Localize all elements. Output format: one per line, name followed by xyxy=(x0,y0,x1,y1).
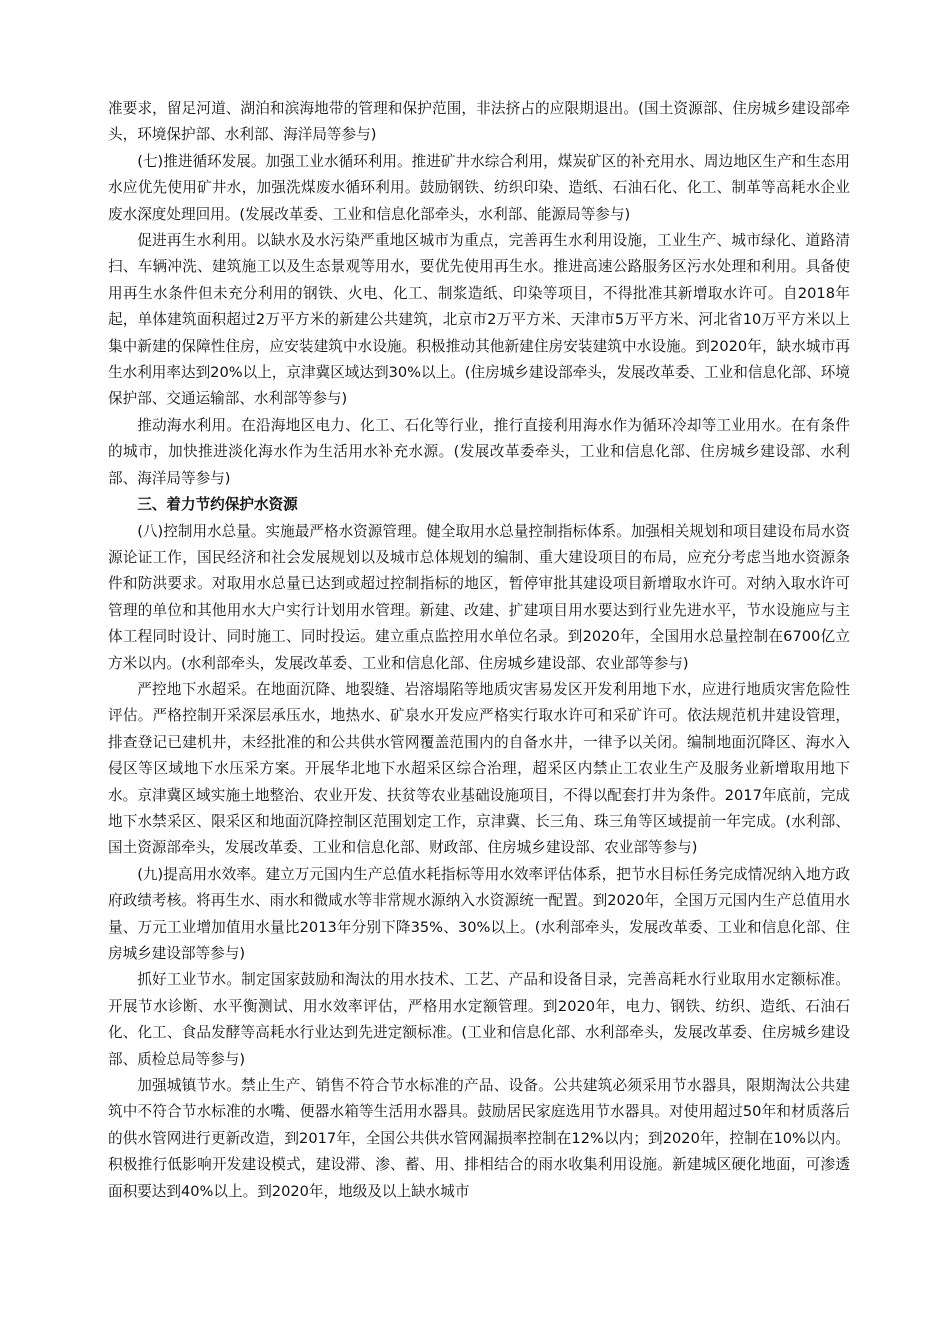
paragraph-urban-saving: 加强城镇节水。禁止生产、销售不符合节水标准的产品、设备。公共建筑必须采用节水器具，限期淘汰公共建筑中不符合节水标准的水嘴、便器水箱等生活用水器具。鼓励居民家庭选用节水器具。对使用超过50年和材质落后的供水管网进行更新改造，到2017年，全国公共供水管网漏损率控制在12%以内；到2020年，控制在10%以内。积极推行低影响开发建设模式，建设滞、渗、蓄、用、排相结合的雨水收集利用设施。新建城区硬化地面，可渗透面积要达到40%以上。到2020年，地级及以上缺水城市 xyxy=(108,1077,850,1200)
paragraph-seawater-use: 推动海水利用。在沿海地区电力、化工、石化等行业，推行直接利用海水作为循环冷却等工业用水。在有条件的城市，加快推进淡化海水作为生活用水补充水源。(发展改革委牵头，工业和信息化部、住房城乡建设部、水利部、海洋局等参与) xyxy=(108,416,850,487)
paragraph-industrial-saving: 抓好工业节水。制定国家鼓励和淘汰的用水技术、工艺、产品和设备目录，完善高耗水行业取用水定额标准。开展节水诊断、水平衡测试、用水效率评估，严格用水定额管理。到2020年，电力、钢铁、纺织、造纸、石油石化、化工、食品发酵等高耗水行业达到先进定额标准。(工业和信息化部、水利部牵头，发展改革委、住房城乡建设部、质检总局等参与) xyxy=(108,971,850,1068)
paragraph-groundwater-control: 严控地下水超采。在地面沉降、地裂缝、岩溶塌陷等地质灾害易发区开发利用地下水，应进行地质灾害危险性评估。严格控制开采深层承压水，地热水、矿泉水开发应严格实行取水许可和采矿许可。依法规范机井建设管理，排查登记已建机井，未经批准的和公共供水管网覆盖范围内的自备水井，一律予以关闭。编制地面沉降区、海水入侵区等区域地下水压采方案。开展华北地下水超采区综合治理，超采区内禁止工农业生产及服务业新增取用地下水。京津冀区域实施土地整治、农业开发、扶贫等农业基础设施项目，不得以配套打井为条件。2017年底前，完成地下水禁采区、限采区和地面沉降控制区范围划定工作，京津冀、长三角、珠三角等区域提前一年完成。(水利部、国土资源部牵头，发展改革委、工业和信息化部、财政部、住房城乡建设部、农业部等参与) xyxy=(108,680,850,857)
paragraph-continuation: 准要求，留足河道、湖泊和滨海地带的管理和保护范围，非法挤占的应限期退出。(国土资源部、住房城乡建设部牵头，环境保护部、水利部、海洋局等参与) xyxy=(108,100,850,144)
paragraph-water-efficiency: (九)提高用水效率。建立万元国内生产总值水耗指标等用水效率评估体系，把节水目标任务完成情况纳入地方政府政绩考核。将再生水、雨水和微咸水等非常规水源纳入水资源统一配置。到2020年，全国万元国内生产总值用水量、万元工业增加值用水量比2013年分别下降35%、30%以上。(水利部牵头，发展改革委、工业和信息化部、住房城乡建设部等参与) xyxy=(108,865,850,962)
document-page xyxy=(108,96,850,1205)
paragraph-reclaimed-water: 促进再生水利用。以缺水及水污染严重地区城市为重点，完善再生水利用设施，工业生产、城市绿化、道路清扫、车辆冲洗、建筑施工以及生态景观等用水，要优先使用再生水。推进高速公路服务区污水处理和利用。具备使用再生水条件但未充分利用的钢铁、火电、化工、制浆造纸、印染等项目，不得批准其新增取水许可。自2018年起，单体建筑面积超过2万平方米的新建公共建筑，北京市2万平方米、天津市5万平方米、河北省10万平方米以上集中新建的保障性住房，应安装建筑中水设施。积极推动其他新建住房安装建筑中水设施。到2020年，缺水城市再生水利用率达到20%以上，京津冀区域达到30%以上。(住房城乡建设部牵头，发展改革委、工业和信息化部、环境保护部、交通运输部、水利部等参与) xyxy=(108,232,850,408)
paragraph-total-water-control: (八)控制用水总量。实施最严格水资源管理。健全取用水总量控制指标体系。加强相关规划和项目建设布局水资源论证工作，国民经济和社会发展规划以及城市总体规划的编制、重大建设项目的布局，应充分考虑当地水资源条件和防洪要求。对取用水总量已达到或超过控制指标的地区，暂停审批其建设项目新增取水许可。对纳入取水许可管理的单位和其他用水大户实行计划用水管理。新建、改建、扩建项目用水要达到行业先进水平，节水设施应与主体工程同时设计、同时施工、同时投运。建立重点监控用水单位名录。到2020年，全国用水总量控制在6700亿立方米以内。(水利部牵头，发展改革委、工业和信息化部、住房城乡建设部、农业部等参与) xyxy=(108,522,850,672)
paragraph-circular-development: (七)推进循环发展。加强工业水循环利用。推进矿井水综合利用，煤炭矿区的补充用水、周边地区生产和生态用水应优先使用矿井水，加强洗煤废水循环利用。鼓励钢铁、纺织印染、造纸、石油石化、化工、制革等高耗水企业废水深度处理回用。(发展改革委、工业和信息化部牵头，水利部、能源局等参与) xyxy=(108,152,850,223)
section-heading: 三、着力节约保护水资源 xyxy=(137,496,298,514)
